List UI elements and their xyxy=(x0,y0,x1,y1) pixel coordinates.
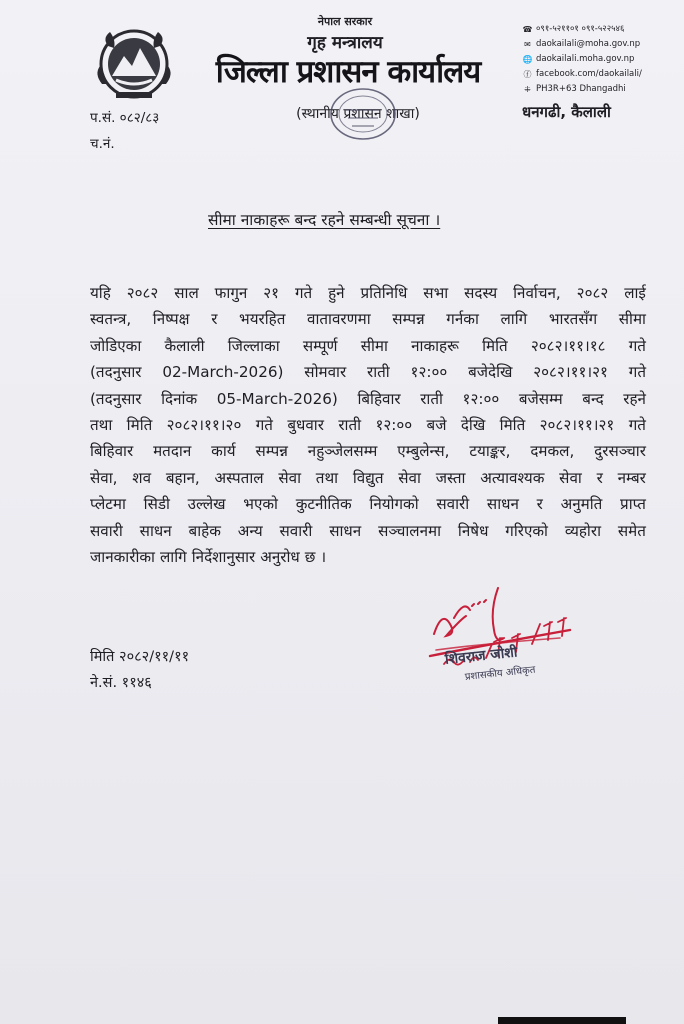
body-word: सवारी xyxy=(90,521,123,540)
office-location: धनगढी, कैलाली xyxy=(522,103,611,121)
globe-icon: 🌐 xyxy=(522,55,533,64)
body-word: १२:०० xyxy=(462,389,500,408)
body-word: साधन xyxy=(486,495,519,514)
body-word: बुधवार xyxy=(287,415,324,434)
body-word: बिहिवार xyxy=(90,442,134,461)
body-word: गरिएको xyxy=(505,521,548,540)
body-word: देखि xyxy=(460,415,486,434)
phone-icon: ☎ xyxy=(522,25,533,34)
body-word: समेत xyxy=(617,521,646,540)
body-word: मिति xyxy=(126,415,153,434)
body-word: गते xyxy=(628,363,646,382)
body-word: बन्द xyxy=(582,389,604,408)
body-word: जिल्लाका xyxy=(227,336,280,355)
body-word: गते xyxy=(294,284,313,302)
issue-date: मिति २०८२/११/११ xyxy=(90,649,190,665)
body-word: भयरहित xyxy=(239,310,286,329)
body-word: साल xyxy=(174,284,199,302)
body-line xyxy=(90,306,646,332)
body-line xyxy=(90,491,646,517)
body-word: बाहेक xyxy=(188,521,221,540)
body-word: बिहिवार xyxy=(357,389,401,408)
body-word: (तदनुसार xyxy=(90,363,142,382)
body-word: दुरसञ्चार xyxy=(594,442,646,461)
body-word: लाई xyxy=(624,284,646,302)
notice-body xyxy=(90,280,646,570)
office-name: जिल्ला प्रशासन कार्यालय xyxy=(215,54,481,90)
body-word: 05-March-2026) xyxy=(216,389,338,408)
body-word: तथा xyxy=(90,415,113,434)
body-word: सम्पूर्ण xyxy=(302,336,338,355)
body-word: २०८२ xyxy=(126,284,159,302)
body-word: निर्वाचन, xyxy=(513,284,561,302)
body-line xyxy=(90,518,646,544)
body-word: साधन xyxy=(329,521,362,540)
body-word: रहने xyxy=(623,389,646,408)
body-word: राती xyxy=(420,389,443,408)
contact-website[interactable] xyxy=(522,52,680,67)
body-line xyxy=(90,280,646,306)
body-word: सम्पन्न xyxy=(392,310,425,329)
government-label: नेपाल सरकार xyxy=(317,15,373,28)
body-word: २०८२।११।२१ xyxy=(533,363,608,382)
body-word: जस्ता xyxy=(435,468,466,487)
body-word: २१ xyxy=(263,284,280,302)
body-word: एम्बुलेन्स, xyxy=(397,442,450,461)
body-word: २०८२।११।१८ xyxy=(530,336,606,355)
body-word: कैलाली xyxy=(164,336,205,355)
website-address[interactable]: daokailali.moha.gov.np xyxy=(536,54,635,64)
body-word: बहान, xyxy=(165,468,200,487)
body-line xyxy=(90,333,646,359)
body-word: नम्बर xyxy=(617,468,646,487)
body-line xyxy=(90,544,646,570)
body-word: जानकारीका xyxy=(90,547,155,566)
body-word: व्यहोरा xyxy=(564,521,602,540)
body-word: सेवा xyxy=(278,468,302,487)
body-word: साधन xyxy=(139,521,172,540)
body-word: स्वतन्त्र, xyxy=(90,310,132,329)
body-word: २०८२।११।२० xyxy=(166,415,242,434)
body-word: सभा xyxy=(423,284,449,302)
body-word: नाकाहरू xyxy=(411,336,459,355)
contact-phone xyxy=(522,22,680,37)
body-word: सोमवार xyxy=(304,363,347,382)
body-word: सीमा xyxy=(618,310,646,329)
body-word: मिति xyxy=(499,415,526,434)
body-line xyxy=(90,386,646,412)
body-word: प्रतिनिधि xyxy=(360,284,408,302)
body-word: हुने xyxy=(328,284,345,302)
body-word: सवारी xyxy=(279,521,313,540)
body-word: अस्पताल xyxy=(214,468,264,487)
body-word: सेवा xyxy=(398,468,421,487)
body-word: कुटनीतिक xyxy=(295,495,352,514)
body-word: (तदनुसार xyxy=(90,389,142,408)
body-word: सम्पन्न xyxy=(255,442,288,461)
office-stamp-seal xyxy=(328,86,398,142)
body-word: फागुन xyxy=(214,284,248,302)
facebook-icon: ⓕ xyxy=(523,70,532,79)
body-word: २०८२।११।२१ xyxy=(539,415,615,434)
email-address[interactable]: daokailali@moha.gov.np xyxy=(536,39,641,49)
scan-edge-bar xyxy=(498,1017,626,1024)
notice-subject: सीमा नाकाहरू बन्द रहने सम्बन्धी सूचना । xyxy=(208,211,441,229)
body-word: १२:०० xyxy=(375,415,413,434)
body-word: गते xyxy=(628,415,646,434)
body-word: र xyxy=(536,495,543,514)
body-word: मतदान xyxy=(153,442,192,461)
body-word: वातावरणमा xyxy=(307,310,371,329)
body-word: प्लेटमा xyxy=(90,495,126,514)
body-word: तथा xyxy=(315,468,339,487)
body-word: राती xyxy=(366,363,390,382)
pluscode-address: PH3R+63 Dhangadhi xyxy=(536,84,626,94)
body-word: निषेध xyxy=(457,521,489,540)
body-word: विद्युत xyxy=(352,468,384,487)
body-word: यहि xyxy=(90,284,111,302)
contact-block xyxy=(522,22,680,97)
body-word: नहुञ्जेलसम्म xyxy=(307,442,378,461)
contact-email[interactable] xyxy=(522,37,680,52)
body-word: अत्यावश्यक xyxy=(480,468,545,487)
nepal-sambat-date: ने.सं. ११४६ xyxy=(90,675,152,691)
body-line xyxy=(90,412,646,438)
body-word: र xyxy=(211,310,218,329)
dispatch-number: च.नं. xyxy=(90,136,115,152)
body-word: सदस्य xyxy=(464,284,498,302)
body-word: उल्लेख xyxy=(187,495,226,514)
body-word: सिडी xyxy=(143,495,170,514)
body-word: प्राप्त xyxy=(620,495,646,514)
body-word: दिनांक xyxy=(161,389,198,408)
facebook-address[interactable]: facebook.com/daokailali/ xyxy=(536,69,642,79)
body-line xyxy=(90,438,646,464)
body-word: बजेदेखि xyxy=(468,363,513,382)
body-word: लागि xyxy=(159,547,187,566)
signatory-title: प्रशासकीय अधिकृत xyxy=(464,664,537,683)
body-word: र xyxy=(596,468,603,487)
body-word: निष्पक्ष xyxy=(152,310,190,329)
contact-facebook[interactable] xyxy=(522,67,680,82)
nepal-emblem-icon xyxy=(94,26,174,100)
body-word: लागि xyxy=(500,310,528,329)
mail-icon: ✉ xyxy=(524,40,531,49)
body-word: गते xyxy=(255,415,273,434)
branch-name: (स्थानीय प्रशासन शाखा) xyxy=(296,106,420,122)
pluscode-icon: ⁜ xyxy=(524,85,531,94)
body-word: सेवा, xyxy=(90,468,118,487)
body-word: १२:०० xyxy=(410,363,448,382)
body-line xyxy=(90,359,646,385)
body-word: गते xyxy=(628,336,646,355)
body-line xyxy=(90,465,646,491)
body-word: सवारी xyxy=(436,495,470,514)
body-word: नियोगको xyxy=(369,495,419,514)
body-word: सेवा xyxy=(559,468,582,487)
body-word: जोडिएका xyxy=(90,336,142,355)
body-word: अनुमति xyxy=(560,495,603,514)
body-word: राती xyxy=(338,415,362,434)
ministry-name: गृह मन्त्रालय xyxy=(307,33,383,53)
body-word: शव xyxy=(132,468,152,487)
body-word: कार्य xyxy=(211,442,236,461)
phone-numbers: ०९१-५२११०१ ०९१-५२२५४६ xyxy=(536,24,625,34)
body-word: २०८२ xyxy=(576,284,609,302)
reference-number: प.सं. ०८२/८३ xyxy=(90,110,160,126)
body-word: भएको xyxy=(243,495,278,514)
body-word: सञ्चालनमा xyxy=(378,521,442,540)
contact-pluscode xyxy=(522,82,680,97)
body-word: अनुरोध xyxy=(260,547,300,566)
body-word: सीमा xyxy=(360,336,388,355)
body-word: बजे xyxy=(426,415,447,434)
body-word: । xyxy=(320,547,327,566)
body-word: निर्देशानुसार xyxy=(191,547,256,566)
signatory-name: शिवराज जोशी xyxy=(444,644,519,668)
body-word: मिति xyxy=(482,336,508,355)
body-word: दमकल, xyxy=(530,442,575,461)
body-word: अन्य xyxy=(237,521,263,540)
body-word: छ xyxy=(304,547,316,566)
body-word: भारतसँग xyxy=(548,310,598,329)
body-word: गर्नका xyxy=(446,310,479,329)
body-word: 02-March-2026) xyxy=(162,363,284,382)
body-word: बजेसम्म xyxy=(518,389,563,408)
body-word: टयाङ्कर, xyxy=(469,442,511,461)
